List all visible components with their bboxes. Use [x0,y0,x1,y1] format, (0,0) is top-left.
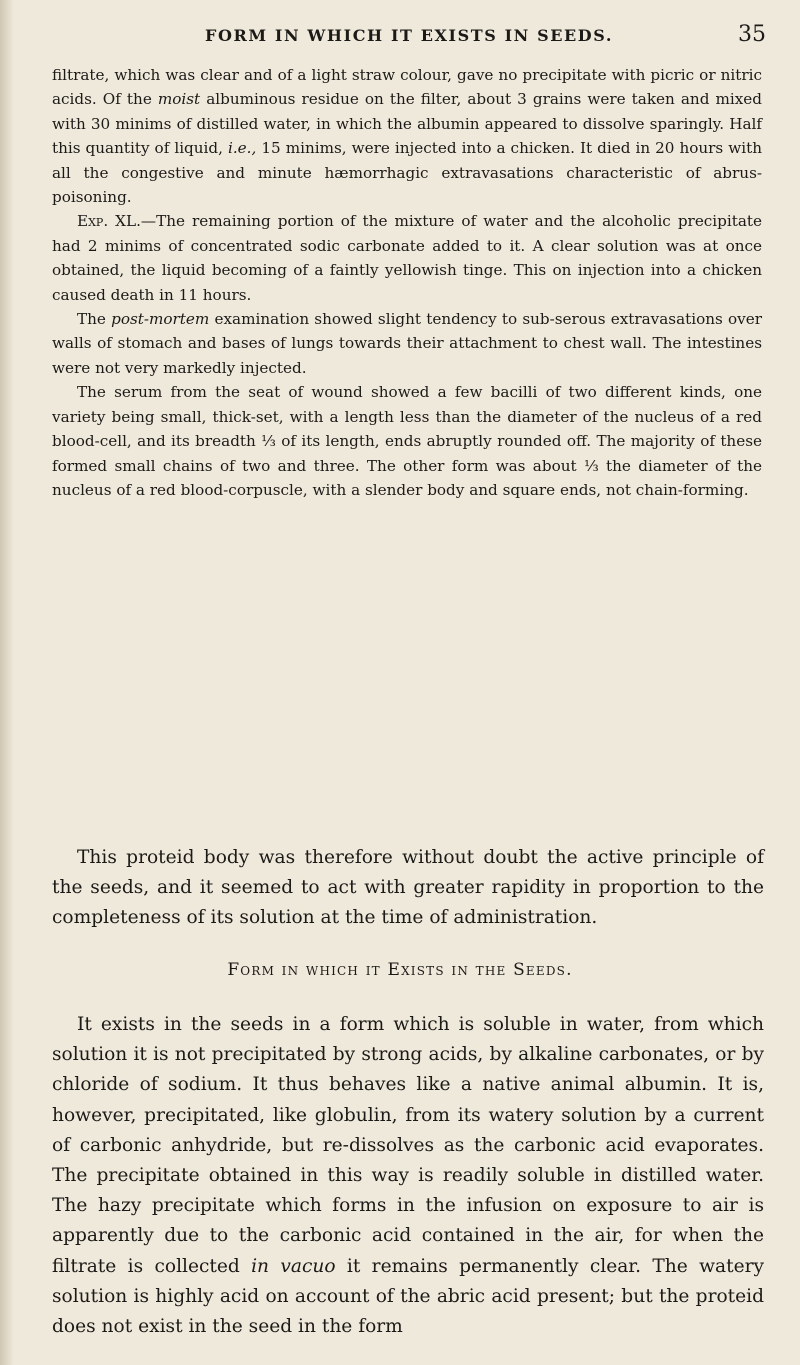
paragraph-serum-bacilli: The serum from the seat of wound showed a few bacilli of two different kinds, one variety being small, thick-set, with a length less than the diameter of the nucleus of a red blood-cell, and its breadth ⅓ of its length, ends abruptly rounded off. The majority of these formed small chains of two and three. The other form was about ⅓ the diameter of the nucleus of a red blood-corpuscle, with a slender body and square ends, not chain-forming. [52,383,762,499]
paragraph-solubility: It exists in the seeds in a form which is soluble in water, from which solution it is not precipitated by strong acids, by alkaline carbonates, or by chloride of sodium. It thus behaves like a native animal albumin. It is, however, precipitated, like globulin, from its watery solution by a current of carbonic anhydride, but re-dissolves as the carbonic acid evaporates. The precipitate obtained in this way is readily soluble in distilled water. The hazy precipitate which forms in the infusion on exposure to air is apparently due to the carbonic acid contained in the air, for when the filtrate is collected in vacuo it remains permanently clear. The watery solution is highly acid on account of the abric acid present; but the proteid does not exist in the seed in the form [52,1014,764,1338]
experiment-label: Exp. XL. [77,212,141,231]
section-body [52,1010,764,1342]
paragraph-filtrate: filtrate, which was clear and of a light straw colour, gave no precipitate with picric or nitric acids. Of the moist albuminous residue on the filter, about 3 grains were taken and mixed with 30 minims of distilled water, in which the albumin appeared to dissolve sparingly. Half this quantity of liquid, i.e., 15 minims, were injected into a chicken. It died in 20 hours with all the congestive and minute hæmorrhagic extravasations characteristic of abrus-poisoning. [52,66,762,207]
experiment-notes [52,63,762,502]
paragraph-experiment-xl: Exp. XL.—The remaining portion of the mixture of water and the alcoholic precipitate had 2 minims of concentrated sodic carbonate added to it. A clear solution was at once obtained, the liquid becoming of a faintly yellowish tinge. This on injection into a chicken caused death in 11 hours. [52,212,762,304]
page-header [205,22,766,47]
paragraph-conclusion: This proteid body was therefore without doubt the active principle of the seeds, and it seemed to act with greater rapidity in proportion to the completeness of its solution at the time of administration. [52,847,764,929]
page-number: 35 [738,22,766,47]
running-head: FORM IN WHICH IT EXISTS IN SEEDS. [205,26,614,45]
conclusion-block [52,843,764,934]
section-heading: Form in which it Exists in the Seeds. [227,960,573,980]
page-binding-edge [0,0,14,1365]
paragraph-post-mortem: The post-mortem examination showed slight tendency to sub-serous extravasations over walls of stomach and bases of lungs towards their attachment to chest wall. The intestines were not very markedly injected. [52,310,763,377]
